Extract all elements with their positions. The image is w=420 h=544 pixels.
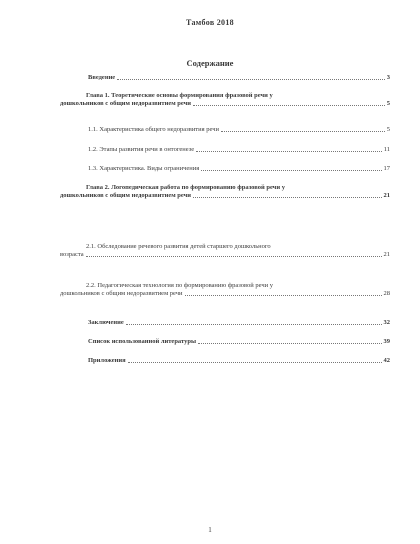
toc-entry-bibliography[interactable] <box>88 338 390 346</box>
toc-entry-section-1-2[interactable] <box>88 146 390 154</box>
toc-page-number: 5 <box>386 126 390 133</box>
dot-leader <box>221 131 385 132</box>
toc-entry-text: 2.2. Педагогическая технология по формированию фразовой речи у <box>86 282 273 289</box>
toc-entry-text: 1.1. Характеристика общего недоразвития речи <box>88 126 219 133</box>
toc-entry-introduction[interactable] <box>88 74 390 82</box>
toc-title: Содержание <box>186 58 234 68</box>
toc-page-number: 32 <box>383 319 390 326</box>
toc-entry-text-continued: дошкольников с общим недоразвитием речи <box>60 290 183 297</box>
city-year-heading: Тамбов 2018 <box>186 18 234 27</box>
toc-entry-conclusion[interactable] <box>88 319 390 327</box>
toc-entry-text: Глава 2. Логопедическая работа по формированию фразовой речи у <box>86 184 285 191</box>
toc-entry-text: 1.2. Этапы развития речи в онтогенезе <box>88 146 195 153</box>
toc-page-number: 17 <box>383 165 390 172</box>
toc-page-number: 11 <box>383 146 390 153</box>
toc-page-number: 39 <box>383 338 390 345</box>
toc-entry-text-continued: возраста <box>60 251 84 258</box>
toc-entry-appendices[interactable] <box>88 357 390 365</box>
toc-entry-section-1-3[interactable] <box>88 165 390 173</box>
toc-entry-section-2-2[interactable] <box>60 282 390 298</box>
toc-entry-text: 1.3. Характеристика. Виды ограничения <box>88 165 200 172</box>
toc-entry-text: Глава 1. Теоретические основы формирования фразовой речи у <box>86 92 273 99</box>
dot-leader <box>86 256 382 257</box>
dot-leader <box>201 170 381 171</box>
toc-entry-section-1-1[interactable] <box>88 126 390 134</box>
toc-entry-text: Введение <box>88 74 116 81</box>
toc-entry-chapter-2[interactable] <box>60 184 390 200</box>
dot-leader <box>193 105 385 106</box>
toc-page-number: 21 <box>383 251 390 258</box>
page-number-footer: 1 <box>208 526 212 534</box>
toc-entry-text-continued: дошкольников с общим недоразвитием речи <box>60 100 192 107</box>
toc-page-number: 28 <box>383 290 390 297</box>
toc-entry-chapter-1[interactable] <box>60 92 390 108</box>
dot-leader <box>196 151 382 152</box>
toc-page-number: 3 <box>386 74 390 81</box>
dot-leader <box>198 343 381 344</box>
dot-leader <box>126 324 382 325</box>
dot-leader <box>117 79 385 80</box>
toc-entry-text-continued: дошкольников с общим недоразвитием речи <box>60 192 192 199</box>
toc-page-number: 5 <box>386 100 390 107</box>
toc-entry-text: Приложения <box>88 357 126 364</box>
toc-entry-text: Список использованной литературы <box>88 338 197 345</box>
toc-entry-text: Заключение <box>88 319 124 326</box>
toc-entry-text: 2.1. Обследование речевого развития детей старшего дошкольного <box>86 243 271 250</box>
toc-page-number: 42 <box>383 357 390 364</box>
toc-page-number: 21 <box>383 192 390 199</box>
dot-leader <box>193 197 381 198</box>
toc-entry-section-2-1[interactable] <box>60 243 390 259</box>
dot-leader <box>128 362 382 363</box>
dot-leader <box>185 295 382 296</box>
